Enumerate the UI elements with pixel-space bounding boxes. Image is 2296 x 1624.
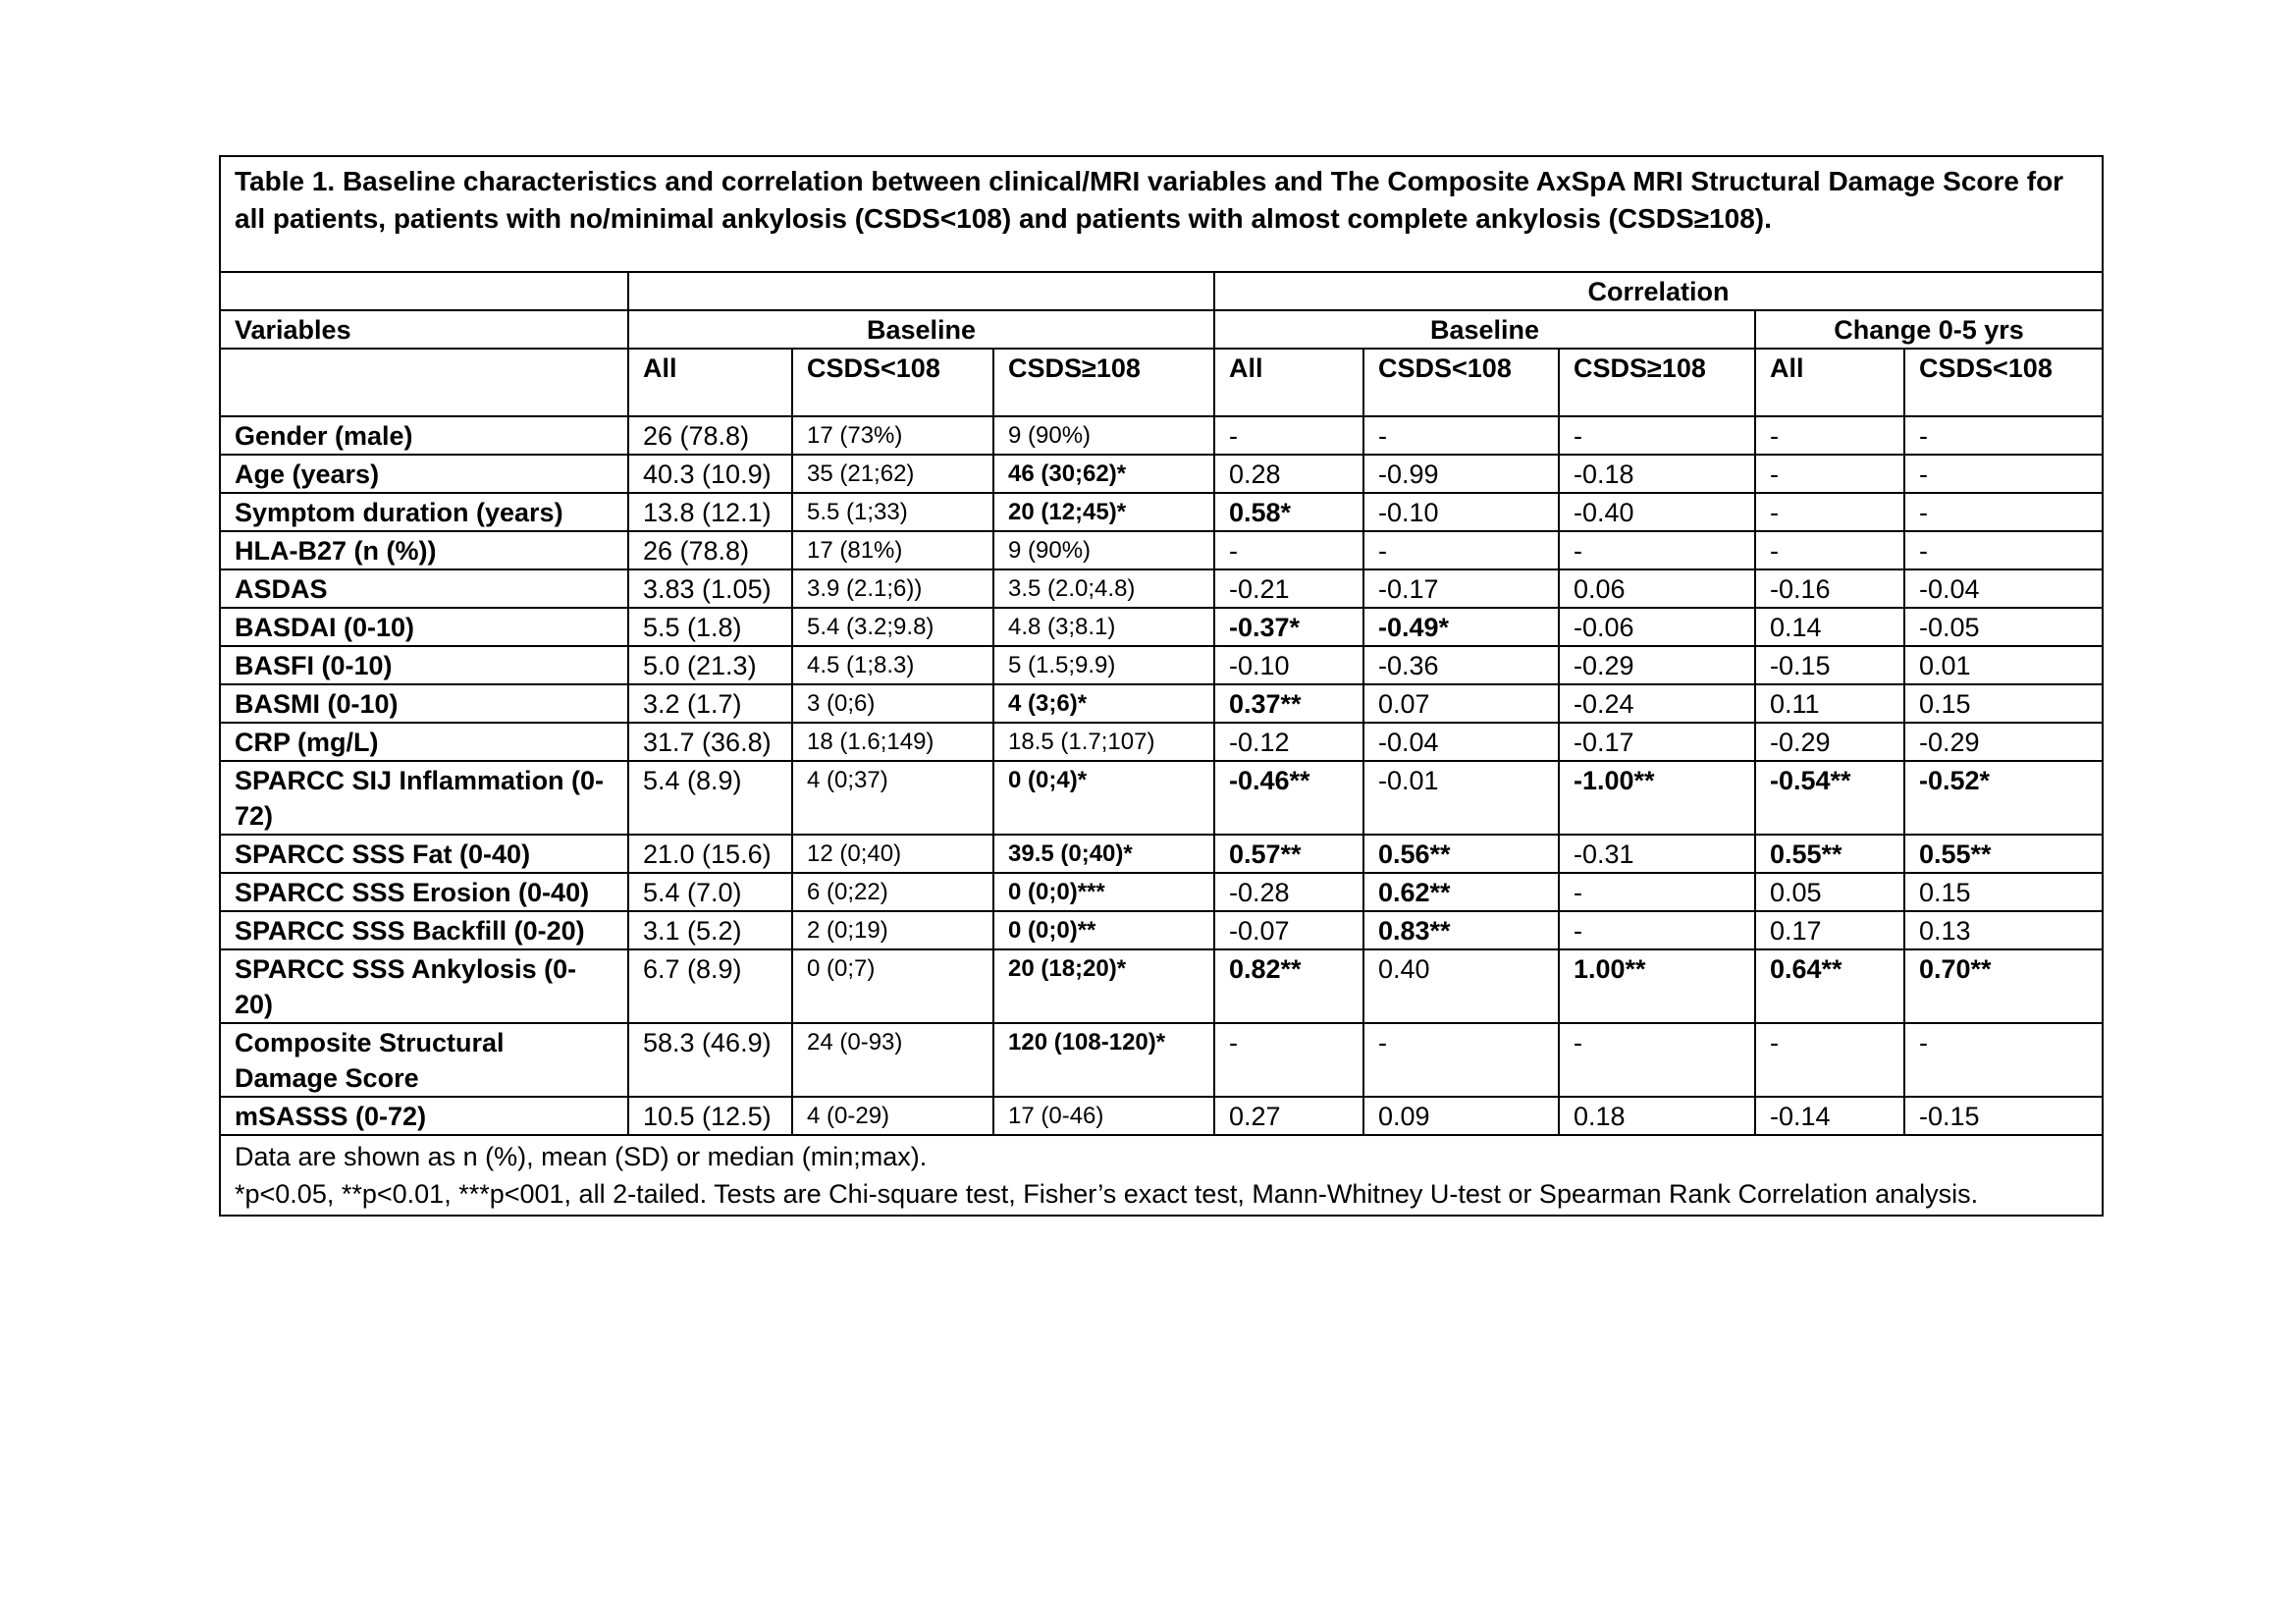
corr-change-all-cell: -0.15 [1755, 646, 1904, 684]
baseline-all-cell: 6.7 (8.9) [628, 949, 792, 1023]
corr-baseline-all-cell: -0.37* [1214, 608, 1363, 646]
baseline-csds-lt-cell: 18 (1.6;149) [792, 723, 993, 761]
corr-baseline-csds-lt-cell: 0.62** [1363, 873, 1559, 911]
baseline-characteristics-table [219, 155, 2104, 1217]
baseline-csds-ge-cell: 0 (0;4)* [993, 761, 1214, 835]
corr-baseline-csds-ge-cell: - [1559, 416, 1755, 455]
variable-label-cell: Gender (male) [220, 416, 628, 455]
baseline-csds-ge-cell: 46 (30;62)* [993, 455, 1214, 493]
baseline-csds-lt-cell: 5.5 (1;33) [792, 493, 993, 531]
variable-label-cell: BASFI (0-10) [220, 646, 628, 684]
baseline-csds-ge-cell: 0 (0;0)** [993, 911, 1214, 949]
baseline-csds-lt-cell: 12 (0;40) [792, 835, 993, 873]
subheader-empty-cell [220, 349, 628, 416]
header-row-groups [220, 310, 2103, 349]
table-row [220, 949, 2103, 1023]
corr-change-all-cell: 0.14 [1755, 608, 1904, 646]
table-row [220, 873, 2103, 911]
corr-baseline-all-cell: 0.58* [1214, 493, 1363, 531]
corr-change-all-cell: -0.54** [1755, 761, 1904, 835]
subheader-csds-ge: CSDS≥108 [993, 349, 1214, 416]
baseline-csds-ge-cell: 39.5 (0;40)* [993, 835, 1214, 873]
corr-baseline-all-cell: -0.21 [1214, 569, 1363, 608]
corr-change-csds-lt-cell: 0.15 [1904, 873, 2103, 911]
corr-baseline-csds-ge-cell: -0.29 [1559, 646, 1755, 684]
variable-label-cell: mSASSS (0-72) [220, 1097, 628, 1135]
variable-label-cell: BASDAI (0-10) [220, 608, 628, 646]
corr-change-csds-lt-cell: - [1904, 1023, 2103, 1097]
header-empty-cell [220, 272, 628, 310]
table-row [220, 455, 2103, 493]
table-row [220, 416, 2103, 455]
header-baseline: Baseline [628, 310, 1214, 349]
variable-label-cell: ASDAS [220, 569, 628, 608]
table-caption-cell [220, 156, 2103, 272]
corr-baseline-all-cell: -0.46** [1214, 761, 1363, 835]
corr-baseline-all-cell: - [1214, 1023, 1363, 1097]
table-row [220, 684, 2103, 723]
variable-label-cell: SPARCC SSS Ankylosis (0-20) [220, 949, 628, 1023]
corr-change-csds-lt-cell: - [1904, 455, 2103, 493]
subheader-change-all: All [1755, 349, 1904, 416]
corr-change-csds-lt-cell: -0.15 [1904, 1097, 2103, 1135]
baseline-csds-lt-cell: 3.9 (2.1;6)) [792, 569, 993, 608]
corr-baseline-all-cell: 0.37** [1214, 684, 1363, 723]
header-corr-baseline: Baseline [1214, 310, 1755, 349]
baseline-csds-ge-cell: 20 (18;20)* [993, 949, 1214, 1023]
notes-row [220, 1135, 2103, 1216]
baseline-csds-ge-cell: 4 (3;6)* [993, 684, 1214, 723]
corr-baseline-csds-ge-cell: 0.06 [1559, 569, 1755, 608]
baseline-csds-lt-cell: 4 (0;37) [792, 761, 993, 835]
baseline-all-cell: 10.5 (12.5) [628, 1097, 792, 1135]
corr-baseline-csds-lt-cell: 0.40 [1363, 949, 1559, 1023]
corr-baseline-csds-ge-cell: 1.00** [1559, 949, 1755, 1023]
baseline-csds-lt-cell: 5.4 (3.2;9.8) [792, 608, 993, 646]
corr-change-all-cell: 0.64** [1755, 949, 1904, 1023]
corr-baseline-csds-lt-cell: -0.36 [1363, 646, 1559, 684]
table-row [220, 835, 2103, 873]
table-row [220, 1023, 2103, 1097]
baseline-all-cell: 40.3 (10.9) [628, 455, 792, 493]
variable-label-cell: Composite Structural Damage Score [220, 1023, 628, 1097]
corr-change-csds-lt-cell: 0.70** [1904, 949, 2103, 1023]
header-row-correlation [220, 272, 2103, 310]
table-caption: Table 1. Baseline characteristics and correlation between clinical/MRI variables and The Composite AxSpA MRI Structural Damage Score for all patients, patients with no/minimal ankylosis (CSDS<108) and patients with almost complete ankylosis (CSDS≥108). [235, 166, 2064, 234]
corr-baseline-csds-ge-cell: -0.06 [1559, 608, 1755, 646]
table-row [220, 493, 2103, 531]
corr-baseline-all-cell: 0.57** [1214, 835, 1363, 873]
corr-change-all-cell: -0.14 [1755, 1097, 1904, 1135]
table-row [220, 911, 2103, 949]
baseline-csds-lt-cell: 2 (0;19) [792, 911, 993, 949]
baseline-csds-lt-cell: 17 (73%) [792, 416, 993, 455]
corr-change-csds-lt-cell: -0.05 [1904, 608, 2103, 646]
corr-baseline-csds-ge-cell: - [1559, 911, 1755, 949]
baseline-csds-lt-cell: 24 (0-93) [792, 1023, 993, 1097]
corr-change-csds-lt-cell: 0.55** [1904, 835, 2103, 873]
corr-baseline-all-cell: - [1214, 531, 1363, 569]
corr-change-csds-lt-cell: 0.15 [1904, 684, 2103, 723]
baseline-all-cell: 26 (78.8) [628, 531, 792, 569]
corr-baseline-all-cell: - [1214, 416, 1363, 455]
corr-baseline-csds-ge-cell: - [1559, 1023, 1755, 1097]
corr-baseline-csds-lt-cell: -0.17 [1363, 569, 1559, 608]
corr-baseline-csds-ge-cell: -1.00** [1559, 761, 1755, 835]
baseline-csds-ge-cell: 3.5 (2.0;4.8) [993, 569, 1214, 608]
corr-change-csds-lt-cell: - [1904, 531, 2103, 569]
corr-baseline-csds-lt-cell: 0.83** [1363, 911, 1559, 949]
corr-baseline-csds-lt-cell: - [1363, 531, 1559, 569]
corr-baseline-csds-ge-cell: -0.24 [1559, 684, 1755, 723]
baseline-csds-lt-cell: 4.5 (1;8.3) [792, 646, 993, 684]
baseline-csds-lt-cell: 17 (81%) [792, 531, 993, 569]
corr-baseline-csds-ge-cell: 0.18 [1559, 1097, 1755, 1135]
baseline-csds-lt-cell: 35 (21;62) [792, 455, 993, 493]
table-row [220, 646, 2103, 684]
corr-change-all-cell: - [1755, 1023, 1904, 1097]
variable-label-cell: Age (years) [220, 455, 628, 493]
subheader-corr-csds-ge: CSDS≥108 [1559, 349, 1755, 416]
subheader-csds-lt: CSDS<108 [792, 349, 993, 416]
corr-baseline-all-cell: -0.12 [1214, 723, 1363, 761]
corr-change-all-cell: 0.05 [1755, 873, 1904, 911]
variable-label-cell: SPARCC SSS Erosion (0-40) [220, 873, 628, 911]
table-row [220, 569, 2103, 608]
table-row [220, 761, 2103, 835]
variable-label-cell: SPARCC SSS Fat (0-40) [220, 835, 628, 873]
header-empty-baseline-span [628, 272, 1214, 310]
corr-baseline-all-cell: -0.07 [1214, 911, 1363, 949]
baseline-all-cell: 5.0 (21.3) [628, 646, 792, 684]
corr-change-csds-lt-cell: 0.13 [1904, 911, 2103, 949]
baseline-all-cell: 5.5 (1.8) [628, 608, 792, 646]
baseline-all-cell: 3.83 (1.05) [628, 569, 792, 608]
baseline-csds-ge-cell: 4.8 (3;8.1) [993, 608, 1214, 646]
corr-baseline-csds-lt-cell: -0.01 [1363, 761, 1559, 835]
corr-baseline-csds-lt-cell: -0.99 [1363, 455, 1559, 493]
header-variables: Variables [220, 310, 628, 349]
corr-baseline-csds-lt-cell: - [1363, 416, 1559, 455]
corr-baseline-csds-lt-cell: 0.07 [1363, 684, 1559, 723]
baseline-all-cell: 26 (78.8) [628, 416, 792, 455]
subheader-corr-csds-lt: CSDS<108 [1363, 349, 1559, 416]
baseline-csds-ge-cell: 18.5 (1.7;107) [993, 723, 1214, 761]
corr-change-all-cell: - [1755, 455, 1904, 493]
table-note-data-format: Data are shown as n (%), mean (SD) or median (min;max). [235, 1142, 928, 1171]
corr-baseline-all-cell: 0.82** [1214, 949, 1363, 1023]
table-notes-cell [220, 1135, 2103, 1216]
baseline-csds-ge-cell: 0 (0;0)*** [993, 873, 1214, 911]
baseline-csds-ge-cell: 9 (90%) [993, 416, 1214, 455]
corr-change-all-cell: - [1755, 531, 1904, 569]
corr-change-csds-lt-cell: 0.01 [1904, 646, 2103, 684]
corr-baseline-csds-lt-cell: - [1363, 1023, 1559, 1097]
variable-label-cell: SPARCC SSS Backfill (0-20) [220, 911, 628, 949]
table-body [220, 416, 2103, 1135]
corr-baseline-csds-ge-cell: - [1559, 531, 1755, 569]
corr-baseline-csds-lt-cell: -0.10 [1363, 493, 1559, 531]
table-note-significance: *p<0.05, **p<0.01, ***p<001, all 2-tailed. Tests are Chi-square test, Fisher’s exact test, Mann-Whitney U-test or Spearman Rank Correlation analysis. [235, 1179, 1979, 1209]
baseline-csds-lt-cell: 6 (0;22) [792, 873, 993, 911]
variable-label-cell: HLA-B27 (n (%)) [220, 531, 628, 569]
header-row-subgroups [220, 349, 2103, 416]
corr-change-all-cell: -0.16 [1755, 569, 1904, 608]
baseline-all-cell: 3.1 (5.2) [628, 911, 792, 949]
table-row [220, 608, 2103, 646]
corr-baseline-csds-ge-cell: -0.31 [1559, 835, 1755, 873]
subheader-all: All [628, 349, 792, 416]
corr-baseline-csds-ge-cell: -0.17 [1559, 723, 1755, 761]
corr-change-all-cell: 0.17 [1755, 911, 1904, 949]
baseline-csds-ge-cell: 120 (108-120)* [993, 1023, 1214, 1097]
baseline-all-cell: 21.0 (15.6) [628, 835, 792, 873]
corr-change-csds-lt-cell: -0.52* [1904, 761, 2103, 835]
corr-baseline-csds-ge-cell: -0.18 [1559, 455, 1755, 493]
corr-baseline-all-cell: 0.28 [1214, 455, 1363, 493]
table-row [220, 531, 2103, 569]
baseline-csds-ge-cell: 5 (1.5;9.9) [993, 646, 1214, 684]
caption-row [220, 156, 2103, 272]
corr-change-all-cell: - [1755, 416, 1904, 455]
baseline-csds-ge-cell: 17 (0-46) [993, 1097, 1214, 1135]
table-row [220, 1097, 2103, 1135]
baseline-all-cell: 5.4 (7.0) [628, 873, 792, 911]
corr-change-csds-lt-cell: -0.29 [1904, 723, 2103, 761]
corr-change-csds-lt-cell: - [1904, 493, 2103, 531]
baseline-csds-lt-cell: 4 (0-29) [792, 1097, 993, 1135]
baseline-all-cell: 3.2 (1.7) [628, 684, 792, 723]
subheader-change-csds-lt: CSDS<108 [1904, 349, 2103, 416]
corr-baseline-all-cell: 0.27 [1214, 1097, 1363, 1135]
variable-label-cell: CRP (mg/L) [220, 723, 628, 761]
variable-label-cell: BASMI (0-10) [220, 684, 628, 723]
baseline-all-cell: 31.7 (36.8) [628, 723, 792, 761]
variable-label-cell: SPARCC SIJ Inflammation (0-72) [220, 761, 628, 835]
header-correlation: Correlation [1214, 272, 2103, 310]
baseline-csds-ge-cell: 9 (90%) [993, 531, 1214, 569]
corr-baseline-csds-lt-cell: -0.04 [1363, 723, 1559, 761]
corr-change-csds-lt-cell: - [1904, 416, 2103, 455]
corr-baseline-all-cell: -0.28 [1214, 873, 1363, 911]
corr-change-all-cell: - [1755, 493, 1904, 531]
baseline-csds-ge-cell: 20 (12;45)* [993, 493, 1214, 531]
corr-baseline-csds-ge-cell: -0.40 [1559, 493, 1755, 531]
baseline-csds-lt-cell: 0 (0;7) [792, 949, 993, 1023]
corr-baseline-all-cell: -0.10 [1214, 646, 1363, 684]
baseline-csds-lt-cell: 3 (0;6) [792, 684, 993, 723]
baseline-all-cell: 5.4 (8.9) [628, 761, 792, 835]
corr-baseline-csds-lt-cell: 0.09 [1363, 1097, 1559, 1135]
corr-change-all-cell: 0.11 [1755, 684, 1904, 723]
corr-baseline-csds-ge-cell: - [1559, 873, 1755, 911]
corr-change-all-cell: 0.55** [1755, 835, 1904, 873]
corr-change-all-cell: -0.29 [1755, 723, 1904, 761]
subheader-corr-all: All [1214, 349, 1363, 416]
corr-baseline-csds-lt-cell: 0.56** [1363, 835, 1559, 873]
table-row [220, 723, 2103, 761]
header-corr-change: Change 0-5 yrs [1755, 310, 2103, 349]
corr-change-csds-lt-cell: -0.04 [1904, 569, 2103, 608]
baseline-all-cell: 58.3 (46.9) [628, 1023, 792, 1097]
corr-baseline-csds-lt-cell: -0.49* [1363, 608, 1559, 646]
baseline-all-cell: 13.8 (12.1) [628, 493, 792, 531]
variable-label-cell: Symptom duration (years) [220, 493, 628, 531]
